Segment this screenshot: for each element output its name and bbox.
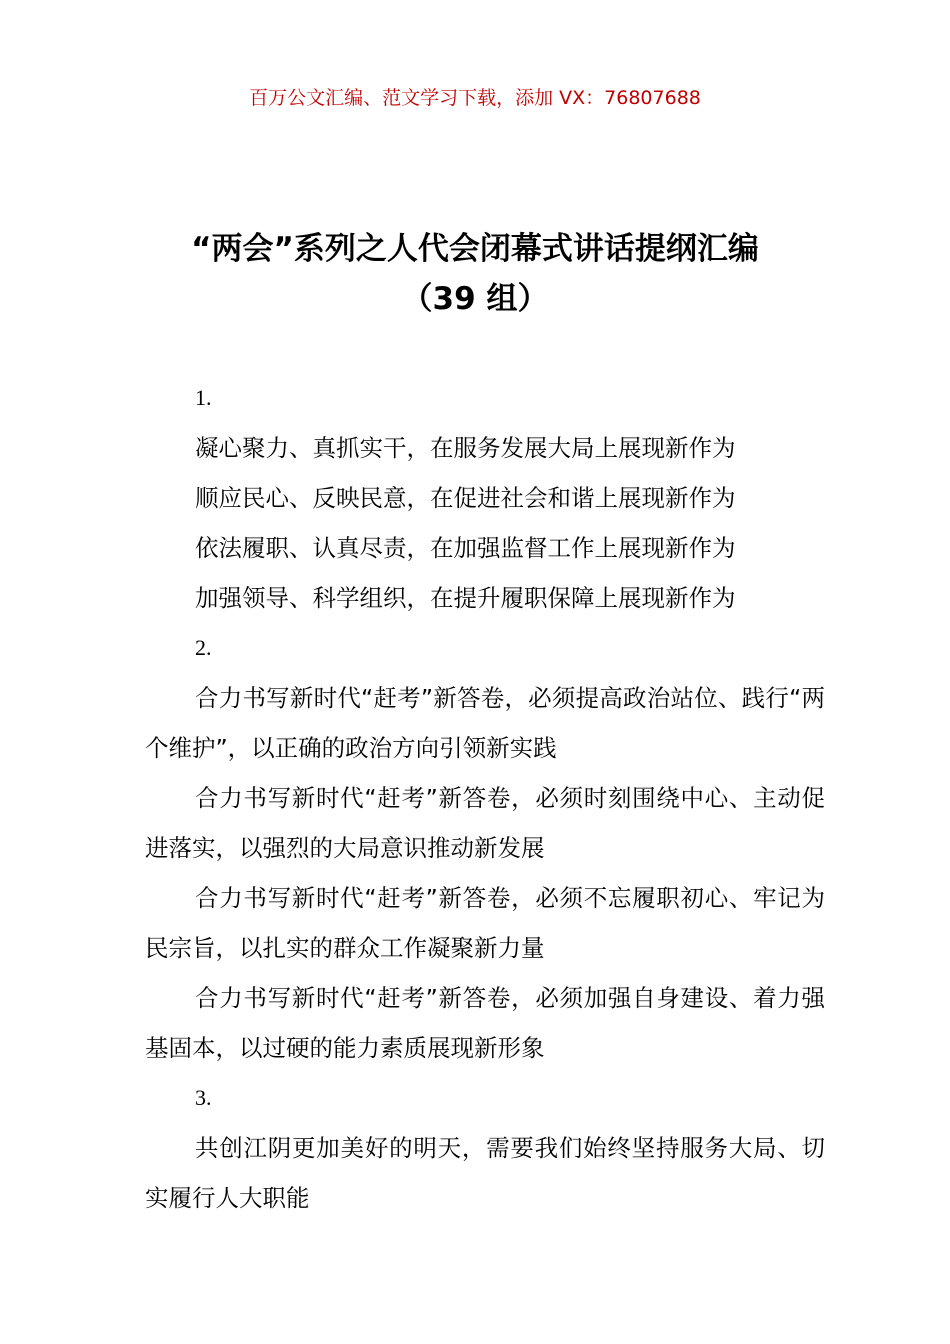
title-line-2: （39 组） [401,281,549,317]
header-note: 百万公文汇编、范文学习下载，添加 VX：76807688 [249,87,701,109]
list-item: 共创江阴更加美好的明天，需要我们始终坚持服务大局、切实履行人大职能 [145,1134,825,1212]
list-item: 合力书写新时代“赶考”新答卷，必须时刻围绕中心、主动促进落实，以强烈的大局意识推动新发展 [145,784,825,862]
list-item: 合力书写新时代“赶考”新答卷，必须不忘履职初心、牢记为民宗旨，以扎实的群众工作凝聚新力量 [145,884,825,962]
list-item: 合力书写新时代“赶考”新答卷，必须提高政治站位、践行“两个维护”，以正确的政治方向引领新实践 [145,684,825,762]
document-title [95,224,855,324]
list-item: 依法履职、认真尽责，在加强监督工作上展现新作为 [195,534,736,562]
section-number: 2. [195,635,212,660]
document-body [145,373,825,1223]
list-item: 合力书写新时代“赶考”新答卷，必须加强自身建设、着力强基固本，以过硬的能力素质展现新形象 [145,984,825,1062]
list-item: 凝心聚力、真抓实干，在服务发展大局上展现新作为 [195,434,736,462]
section-number: 3. [195,1085,212,1110]
list-item: 加强领导、科学组织，在提升履职保障上展现新作为 [195,584,736,612]
title-line-1: “两会”系列之人代会闭幕式讲话提纲汇编 [191,231,759,267]
section-number: 1. [195,385,212,410]
list-item: 顺应民心、反映民意，在促进社会和谐上展现新作为 [195,484,736,512]
